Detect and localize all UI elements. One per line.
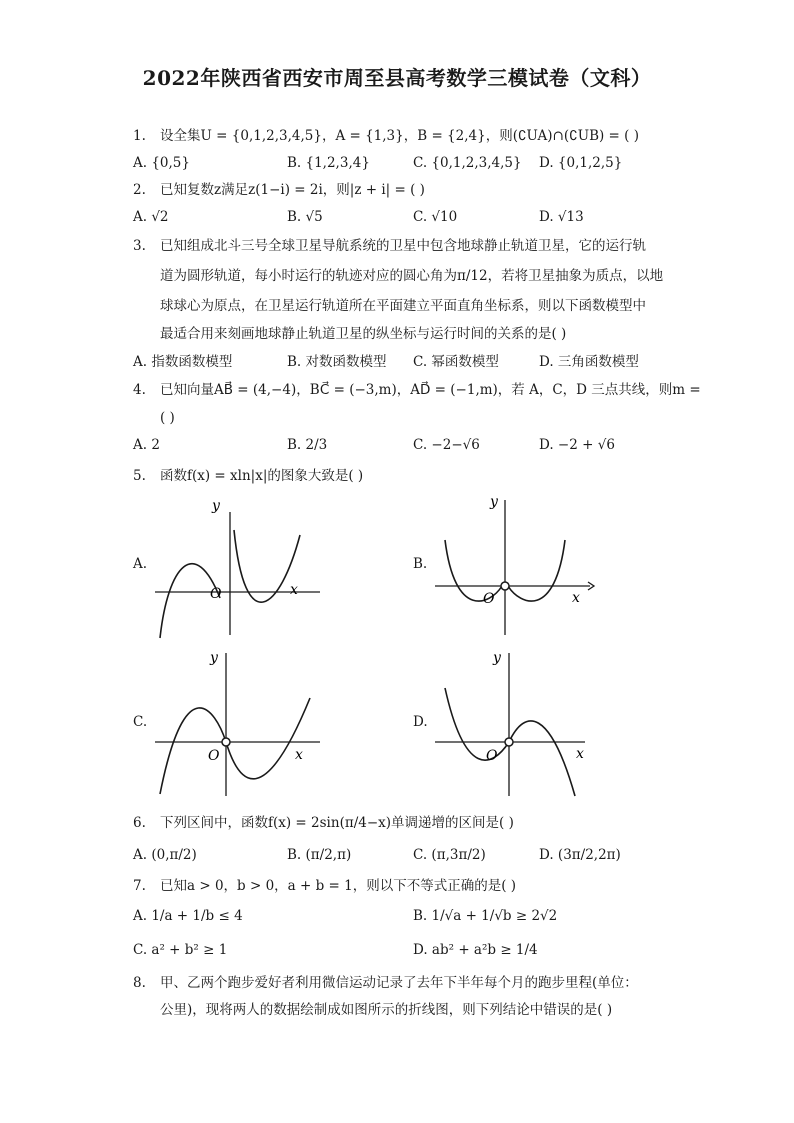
option-a: A. (0,π/2) bbox=[133, 847, 197, 863]
option-b: B. bbox=[413, 556, 428, 572]
open-point-icon bbox=[505, 738, 513, 746]
option-c: C. bbox=[133, 714, 148, 730]
curve-right bbox=[509, 721, 575, 796]
origin-label: O bbox=[483, 591, 495, 607]
axis-x-label: x bbox=[290, 582, 298, 598]
option-d: D. 三角函数模型 bbox=[539, 354, 639, 370]
option-b: B. {1,2,3,4} bbox=[287, 155, 370, 171]
option-b: B. 对数函数模型 bbox=[287, 354, 387, 370]
question-number: 2. bbox=[133, 182, 146, 198]
option-a: A. bbox=[133, 556, 148, 572]
option-c: C. {0,1,2,3,4,5} bbox=[413, 155, 522, 171]
origin-label: O bbox=[486, 748, 498, 764]
option-b: B. 2/3 bbox=[287, 437, 328, 453]
option-d: D. (3π/2,2π) bbox=[539, 847, 621, 863]
axis-y-label: y bbox=[493, 650, 501, 666]
question-stem-line: 已知组成北斗三号全球卫星导航系统的卫星中包含地球静止轨道卫星，它的运行轨 bbox=[160, 238, 646, 254]
curve-left bbox=[445, 688, 509, 760]
option-a: A. 2 bbox=[133, 437, 160, 453]
option-b: B. (π/2,π) bbox=[287, 847, 352, 863]
axis-y-label: y bbox=[490, 494, 498, 510]
axis-x-label: x bbox=[572, 590, 580, 606]
question-stem-line: 球球心为原点，在卫星运行轨道所在平面建立平面直角坐标系，则以下函数模型中 bbox=[160, 298, 646, 314]
origin-label: O bbox=[208, 748, 220, 764]
option-a: A. 1/a + 1/b ≤ 4 bbox=[133, 908, 243, 924]
question-stem: 函数f(x) = xln|x|的图象大致是( ) bbox=[160, 468, 364, 484]
origin-label: O bbox=[210, 586, 222, 602]
question-stem: 已知a > 0，b > 0，a + b = 1，则以下不等式正确的是( ) bbox=[160, 878, 517, 894]
question-number: 5. bbox=[133, 468, 146, 484]
option-a: A. {0,5} bbox=[133, 155, 190, 171]
option-d: D. bbox=[413, 714, 428, 730]
question-number: 6. bbox=[133, 815, 146, 831]
graph-option-a bbox=[150, 490, 325, 640]
question-stem-line: 公里)，现将两人的数据绘制成如图所示的折线图，则下列结论中错误的是( ) bbox=[160, 1002, 613, 1018]
option-c: C. a² + b² ≥ 1 bbox=[133, 942, 228, 958]
option-b: B. 1/√a + 1/√b ≥ 2√2 bbox=[413, 908, 558, 924]
axis-x-label: x bbox=[295, 747, 303, 763]
page-title: 2022年陕西省西安市周至县高考数学三模试卷（文科） bbox=[142, 66, 652, 90]
question-stem-line: 已知向量AB⃗ = (4,−4)，BC⃗ = (−3,m)，AD⃗ = (−1,m)，若 A，C，D 三点共线，则m = bbox=[160, 382, 701, 398]
axis-y-label: y bbox=[212, 498, 220, 514]
option-d: D. √13 bbox=[539, 209, 584, 225]
option-c: C. √10 bbox=[413, 209, 458, 225]
option-d: D. ab² + a²b ≥ 1/4 bbox=[413, 942, 538, 958]
question-stem: 下列区间中，函数f(x) = 2sin(π/4−x)单调递增的区间是( ) bbox=[160, 815, 514, 831]
graph-option-c bbox=[150, 648, 325, 798]
question-stem-line: 最适合用来刻画地球静止轨道卫星的纵坐标与运行时间的关系的是( ) bbox=[160, 326, 567, 342]
question-number: 7. bbox=[133, 878, 146, 894]
question-stem-line: 道为圆形轨道，每小时运行的轨迹对应的圆心角为π/12，若将卫星抽象为质点，以地 bbox=[160, 268, 664, 284]
question-stem: 设全集U = {0,1,2,3,4,5}，A = {1,3}，B = {2,4}，则(∁UA)∩(∁UB) = ( ) bbox=[160, 128, 639, 144]
option-a: A. 指数函数模型 bbox=[133, 354, 233, 370]
option-c: C. −2−√6 bbox=[413, 437, 480, 453]
graph-option-d bbox=[430, 648, 605, 798]
question-number: 1. bbox=[133, 128, 146, 144]
question-number: 8. bbox=[133, 975, 146, 991]
open-point-icon bbox=[501, 582, 509, 590]
question-number: 3. bbox=[133, 238, 146, 254]
option-d: D. {0,1,2,5} bbox=[539, 155, 623, 171]
axis-y-label: y bbox=[210, 650, 218, 666]
option-a: A. √2 bbox=[133, 209, 169, 225]
option-d: D. −2 + √6 bbox=[539, 437, 615, 453]
option-c: C. (π,3π/2) bbox=[413, 847, 486, 863]
option-b: B. √5 bbox=[287, 209, 323, 225]
question-stem-line: 甲、乙两个跑步爱好者利用微信运动记录了去年下半年每个月的跑步里程(单位： bbox=[160, 975, 638, 991]
axis-x-label: x bbox=[576, 746, 584, 762]
curve-right bbox=[508, 540, 565, 601]
question-stem-line: ( ) bbox=[160, 410, 175, 426]
graph-option-b bbox=[430, 490, 605, 640]
open-point-icon bbox=[222, 738, 230, 746]
question-stem: 已知复数z满足z(1−i) = 2i，则|z + i| = ( ) bbox=[160, 182, 425, 198]
option-c: C. 幂函数模型 bbox=[413, 354, 499, 370]
question-number: 4. bbox=[133, 382, 146, 398]
curve-right bbox=[226, 698, 310, 779]
